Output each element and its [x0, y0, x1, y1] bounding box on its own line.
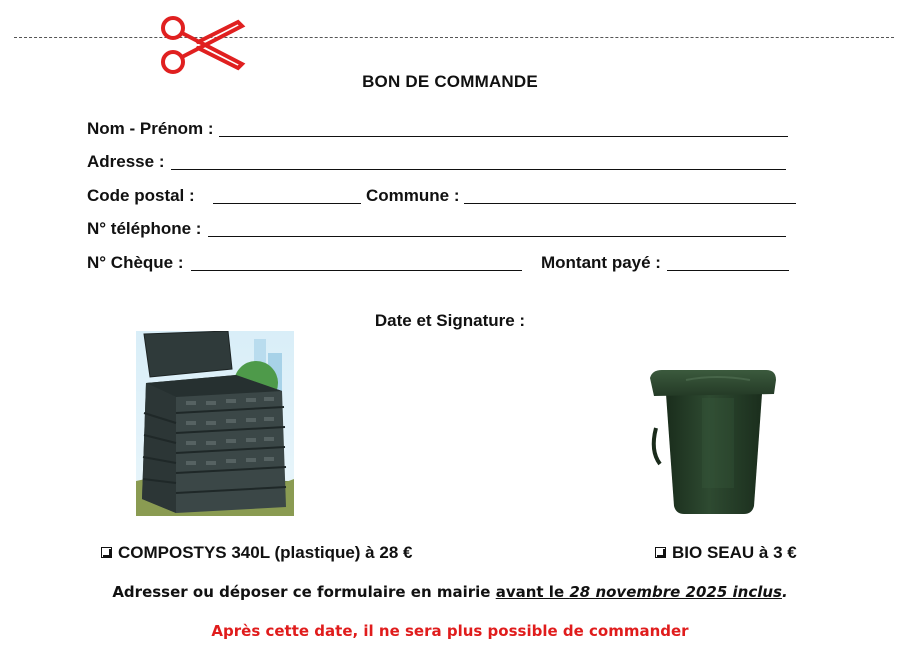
- product-composter-label: COMPOSTYS 340L (plastique) à 28 €: [118, 543, 413, 562]
- deadline-notice: [0, 583, 900, 601]
- product-bio-bucket[interactable]: [655, 543, 797, 563]
- amount-input-line[interactable]: [667, 270, 789, 271]
- bio-bucket-image: [646, 366, 780, 518]
- warning-text: Après cette date, il ne sera plus possible de commander: [211, 622, 689, 640]
- commune-input-line[interactable]: [464, 203, 796, 204]
- product-bio-bucket-label: BIO SEAU à 3 €: [672, 543, 797, 562]
- cheque-amount-field: [87, 253, 792, 275]
- name-field: [87, 119, 792, 141]
- phone-input-line[interactable]: [208, 236, 786, 237]
- notice-date: 28 novembre 2025 inclus: [569, 583, 782, 601]
- amount-label: Montant payé :: [541, 253, 661, 272]
- notice-avant: avant le: [495, 583, 570, 601]
- cut-line: [14, 37, 894, 38]
- cheque-label: N° Chèque :: [87, 253, 184, 272]
- address-input-line[interactable]: [171, 169, 786, 170]
- composter-image: [136, 331, 294, 516]
- commune-label: Commune :: [366, 186, 460, 205]
- checkbox-icon[interactable]: [101, 547, 112, 558]
- notice-prefix: Adresser ou déposer ce formulaire en mairie: [112, 583, 496, 601]
- name-input-line[interactable]: [219, 136, 788, 137]
- product-composter[interactable]: [101, 543, 412, 563]
- signature-label: Date et Signature :: [374, 311, 526, 330]
- notice-underlined: [496, 583, 782, 601]
- checkbox-icon[interactable]: [655, 547, 666, 558]
- name-label: Nom - Prénom :: [87, 119, 214, 138]
- notice-suffix: .: [781, 583, 788, 601]
- postal-input-line[interactable]: [213, 203, 361, 204]
- scissors-icon: [158, 14, 248, 76]
- address-label: Adresse :: [87, 152, 165, 171]
- phone-field: [87, 219, 792, 241]
- cheque-input-line[interactable]: [191, 270, 522, 271]
- address-field: [87, 152, 792, 174]
- postal-label: Code postal :: [87, 186, 195, 205]
- phone-label: N° téléphone :: [87, 219, 202, 238]
- form-title: BON DE COMMANDE: [362, 72, 538, 91]
- postal-commune-field: [87, 186, 802, 208]
